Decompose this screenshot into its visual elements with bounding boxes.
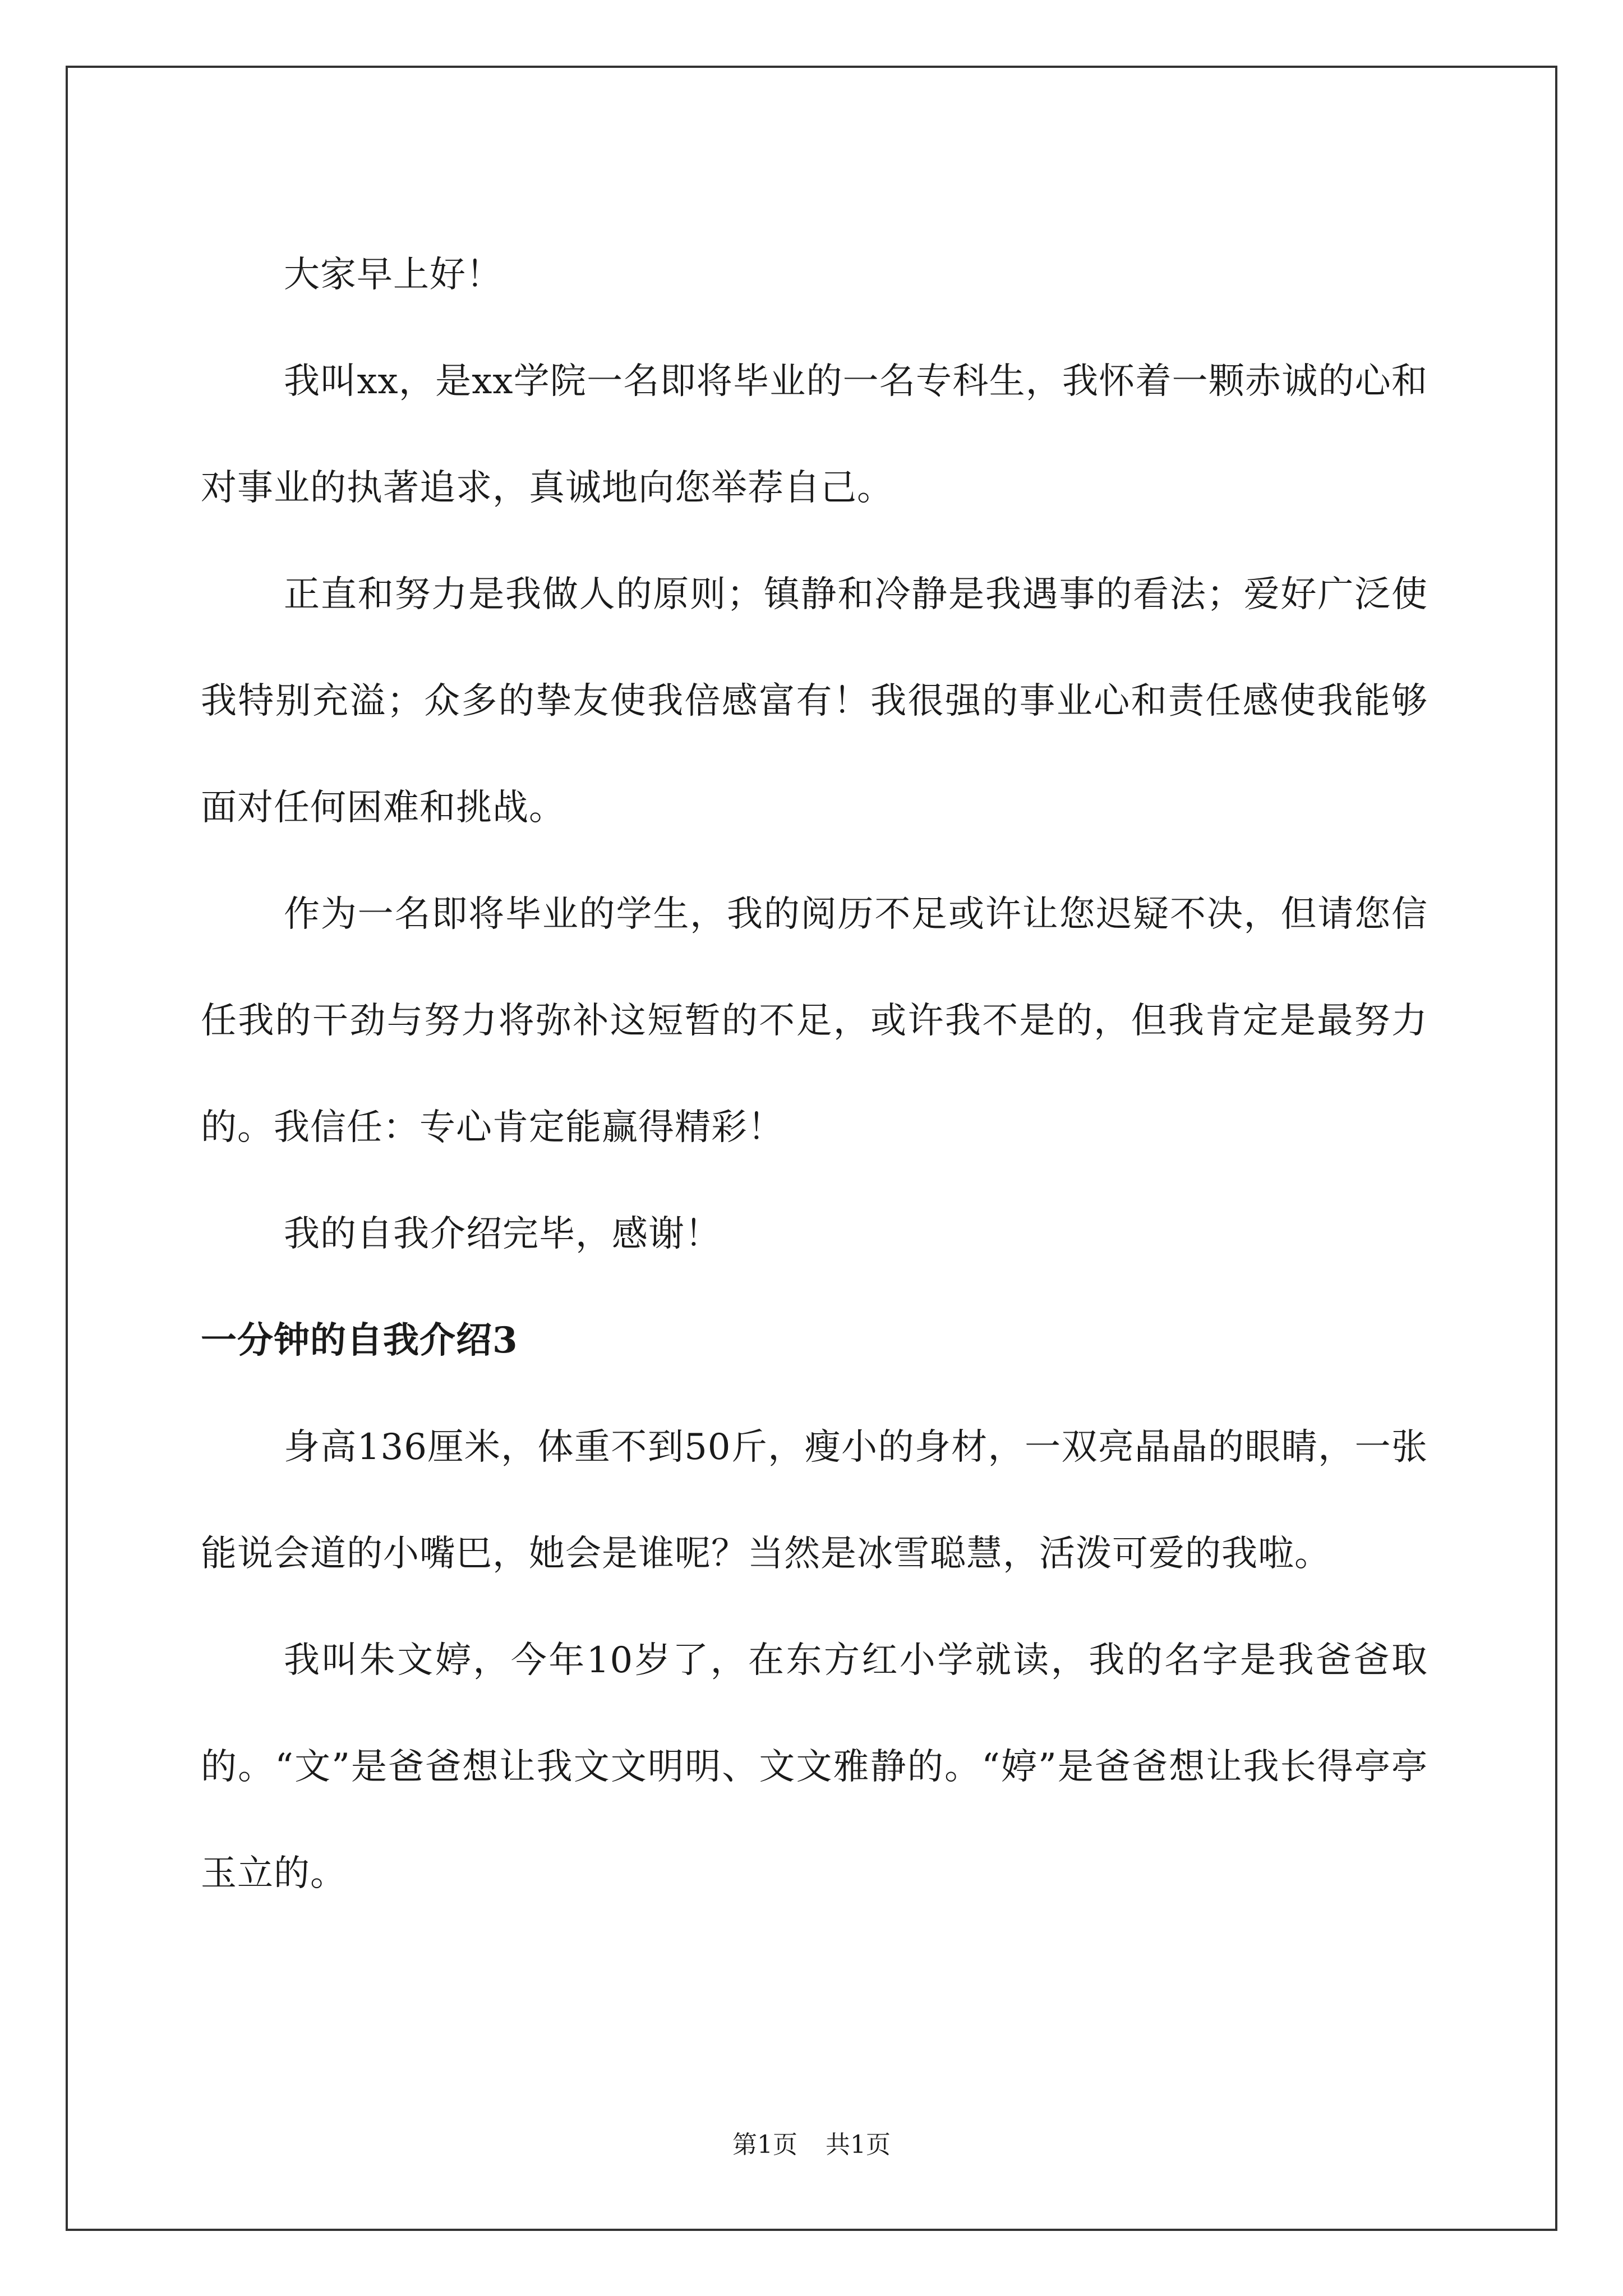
paragraph-graduate: 作为一名即将毕业的学生，我的阅历不足或许让您迟疑不决，但请您信任我的干劲与努力将弥补这短暂的不足，或许我不是的，但我肯定是最努力的。我信任：专心肯定能赢得精彩！	[201, 894, 1428, 1148]
page-footer	[0, 2128, 1623, 2162]
page-number-current: 第1页	[732, 2131, 797, 2159]
paragraph-name: 我叫朱文婷，今年10岁了，在东方红小学就读，我的名字是我爸爸取的。“文”是爸爸想让我文文明明、文文雅静的。“婷”是爸爸想让我长得亭亭玉立的。	[201, 1640, 1428, 1894]
paragraph-intro: 我叫xx，是xx学院一名即将毕业的一名专科生，我怀着一颗赤诚的心和对事业的执著追求，真诚地向您举荐自己。	[201, 361, 1428, 509]
paragraph-closing: 我的自我介绍完毕，感谢！	[284, 1213, 721, 1255]
section-heading: 一分钟的自我介绍3	[201, 1319, 518, 1361]
paragraph-appearance: 身高136厘米，体重不到50斤，瘦小的身材，一双亮晶晶的眼睛，一张能说会道的小嘴巴，她会是谁呢？当然是冰雪聪慧，活泼可爱的我啦。	[201, 1427, 1428, 1575]
page-number-total: 共1页	[826, 2131, 891, 2159]
document-body	[201, 222, 1428, 1927]
paragraph-greeting: 大家早上好！	[284, 254, 502, 296]
paragraph-principles: 正直和努力是我做人的原则；镇静和冷静是我遇事的看法；爱好广泛使我特别充溢；众多的挚友使我倍感富有！我很强的事业心和责任感使我能够面对任何困难和挑战。	[201, 574, 1428, 829]
